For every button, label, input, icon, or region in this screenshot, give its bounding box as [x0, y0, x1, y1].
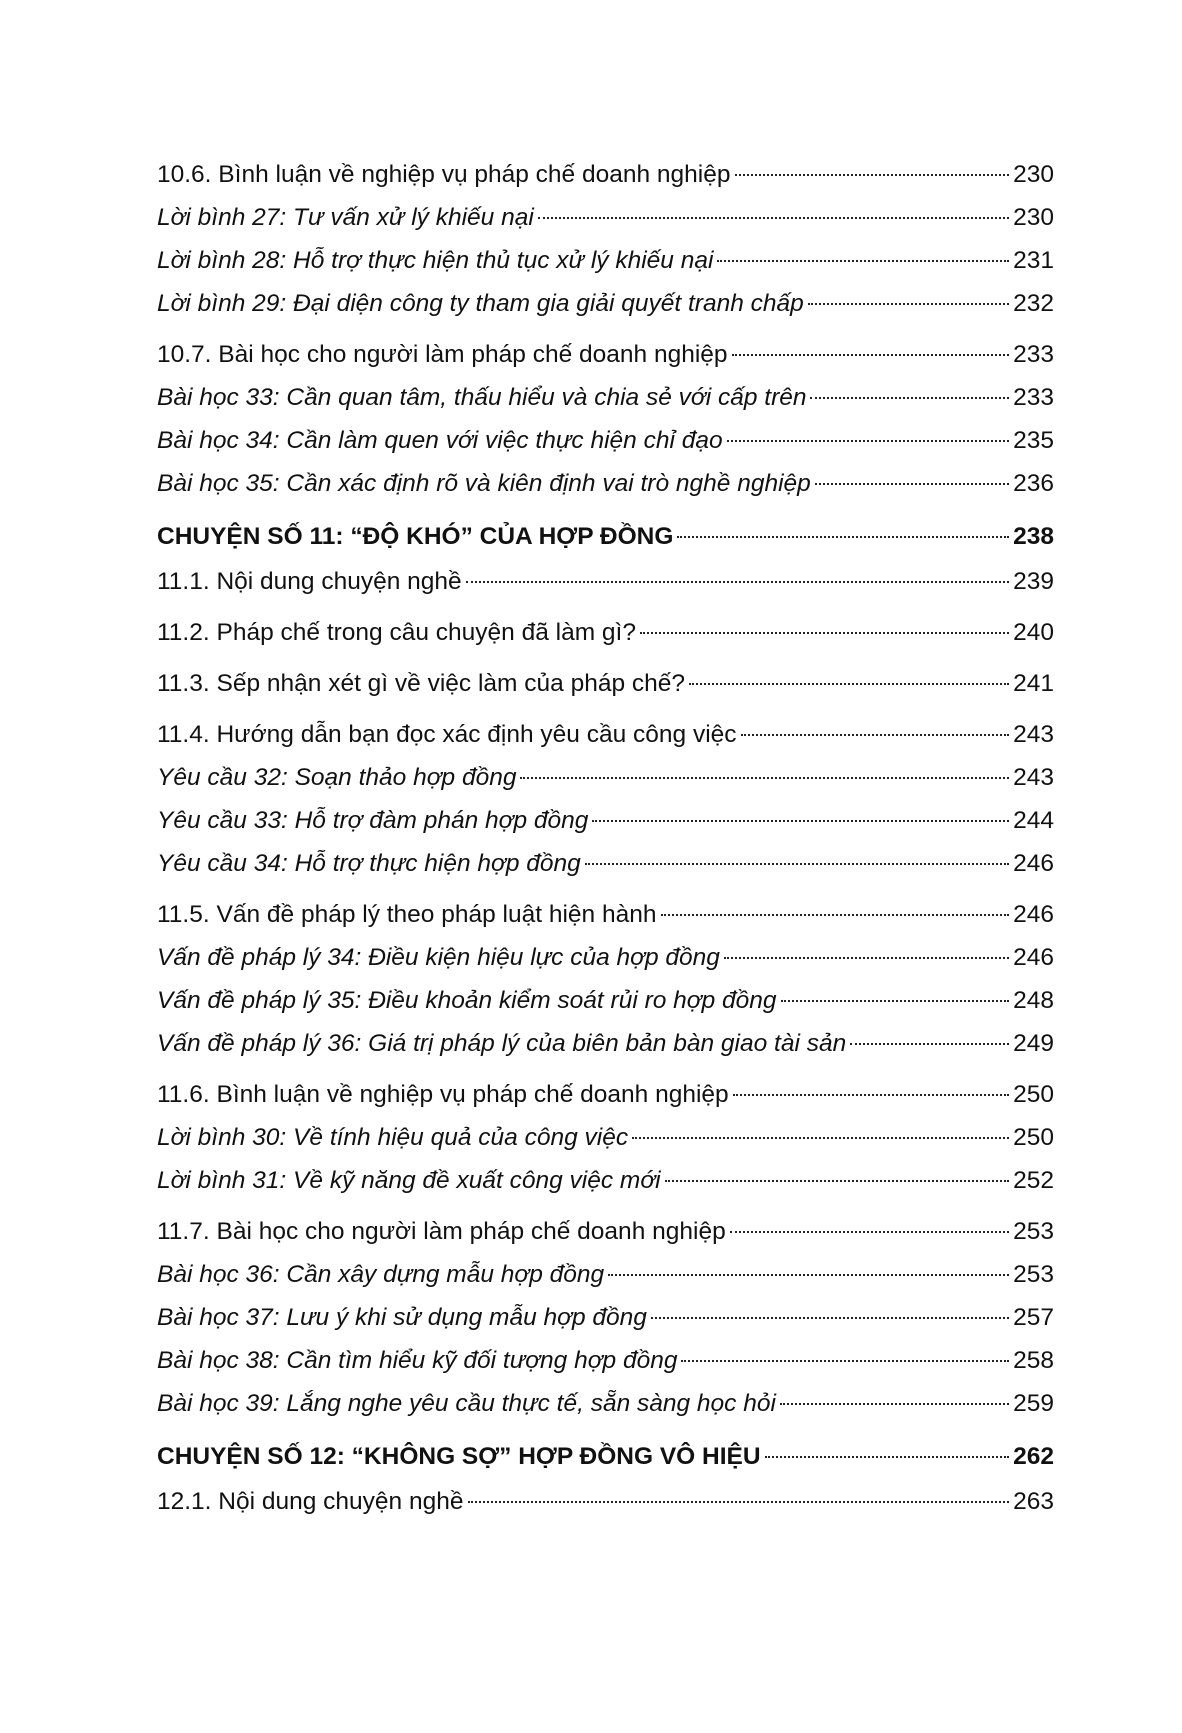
dot-leader [592, 820, 1009, 822]
dot-leader [665, 1180, 1010, 1182]
dot-leader [724, 957, 1009, 959]
dot-leader [466, 581, 1009, 583]
dot-leader [608, 1274, 1009, 1276]
toc-entry-sub [157, 244, 1054, 287]
toc-entry-section [157, 616, 1054, 659]
toc-entry-label: 12.1. Nội dung chuyện nghề [157, 1488, 464, 1515]
toc-entry-section [157, 1215, 1054, 1258]
toc-entry-label: Bài học 36: Cần xây dựng mẫu hợp đồng [157, 1261, 605, 1288]
toc-entry-label: Yêu cầu 34: Hỗ trợ thực hiện hợp đồng [157, 850, 581, 877]
toc-page-number: 235 [1013, 427, 1054, 454]
dot-leader [815, 483, 1009, 485]
toc-entry-label: 11.4. Hướng dẫn bạn đọc xác định yêu cầu công việc [157, 721, 737, 748]
toc-page-number: 253 [1013, 1261, 1054, 1288]
dot-leader [781, 1000, 1010, 1002]
toc-entry-label: 11.2. Pháp chế trong câu chuyện đã làm gì? [157, 619, 636, 646]
toc-entry-label: CHUYỆN SỐ 11: “ĐỘ KHÓ” CỦA HỢP ĐỒNG [157, 523, 674, 550]
toc-page-number: 232 [1013, 290, 1054, 317]
toc-entry-label: Lời bình 27: Tư vấn xử lý khiếu nại [157, 204, 534, 231]
toc-entry-sub [157, 1301, 1054, 1344]
toc-entry-label: 10.7. Bài học cho người làm pháp chế doanh nghiệp [157, 341, 728, 368]
toc-page-number: 231 [1013, 247, 1054, 274]
toc-entry-section [157, 338, 1054, 381]
toc-entry-section [157, 1485, 1054, 1528]
toc-entry-label: Bài học 37: Lưu ý khi sử dụng mẫu hợp đồng [157, 1304, 647, 1331]
toc-entry-label: 11.7. Bài học cho người làm pháp chế doanh nghiệp [157, 1218, 726, 1245]
dot-leader [808, 303, 1009, 305]
dot-leader [780, 1403, 1009, 1405]
dot-leader [538, 217, 1009, 219]
toc-entry-label: Lời bình 30: Về tính hiệu quả của công việc [157, 1124, 629, 1151]
toc-entry-section [157, 898, 1054, 941]
toc-entry-chapter [157, 1440, 1054, 1483]
toc-entry-section [157, 667, 1054, 710]
toc-page-number: 257 [1013, 1304, 1054, 1331]
dot-leader [741, 734, 1010, 736]
toc-entry-section [157, 565, 1054, 608]
dot-leader [677, 536, 1009, 538]
toc-entry-label: Vấn đề pháp lý 35: Điều khoản kiểm soát rủi ro hợp đồng [157, 987, 777, 1014]
toc-entry-sub [157, 381, 1054, 424]
toc-entry-label: Yêu cầu 32: Soạn thảo hợp đồng [157, 764, 517, 791]
toc-page-number: 243 [1013, 721, 1054, 748]
toc-page-number: 240 [1013, 619, 1054, 646]
dot-leader [732, 354, 1010, 356]
toc-entry-label: Lời bình 31: Về kỹ năng đề xuất công việc mới [157, 1167, 661, 1194]
toc-page-number: 246 [1013, 944, 1054, 971]
toc-page-number: 263 [1013, 1488, 1054, 1515]
toc-entry-label: Bài học 38: Cần tìm hiểu kỹ đối tượng hợp đồng [157, 1347, 678, 1374]
toc-entry-sub [157, 1387, 1054, 1430]
toc-page-number: 252 [1013, 1167, 1054, 1194]
toc-page-number: 230 [1013, 161, 1054, 188]
dot-leader [735, 174, 1010, 176]
dot-leader [689, 683, 1009, 685]
toc-entry-chapter [157, 520, 1054, 563]
toc-entry-sub [157, 941, 1054, 984]
toc-page-number: 262 [1013, 1443, 1054, 1470]
toc-entry-sub [157, 1344, 1054, 1387]
toc-entry-sub [157, 1164, 1054, 1207]
toc-entry-label: Lời bình 28: Hỗ trợ thực hiện thủ tục xử lý khiếu nại [157, 247, 714, 274]
toc-page-number: 259 [1013, 1390, 1054, 1417]
toc-entry-label: Bài học 35: Cần xác định rõ và kiên định vai trò nghề nghiệp [157, 470, 811, 497]
toc-page-number: 238 [1013, 523, 1054, 550]
dot-leader [730, 1231, 1009, 1233]
dot-leader [850, 1043, 1009, 1045]
toc-page-number: 239 [1013, 568, 1054, 595]
toc-entry-section [157, 718, 1054, 761]
toc-page-number: 248 [1013, 987, 1054, 1014]
toc-page-number: 250 [1013, 1081, 1054, 1108]
dot-leader [468, 1501, 1010, 1503]
toc-page-number: 241 [1013, 670, 1054, 697]
toc-entry-sub [157, 467, 1054, 510]
toc-entry-label: Bài học 39: Lắng nghe yêu cầu thực tế, sẵn sàng học hỏi [157, 1390, 776, 1417]
toc-entry-sub [157, 804, 1054, 847]
toc-entry-sub [157, 287, 1054, 330]
toc-entry-sub [157, 761, 1054, 804]
dot-leader [681, 1360, 1009, 1362]
toc-entry-sub [157, 1027, 1054, 1070]
toc-entry-section [157, 1078, 1054, 1121]
toc-page-number: 250 [1013, 1124, 1054, 1151]
dot-leader [717, 260, 1009, 262]
toc-entry-label: 11.1. Nội dung chuyện nghề [157, 568, 462, 595]
dot-leader [765, 1456, 1010, 1458]
toc-page-number: 246 [1013, 901, 1054, 928]
table-of-contents [157, 158, 1054, 1528]
toc-entry-sub [157, 1121, 1054, 1164]
dot-leader [727, 440, 1010, 442]
dot-leader [651, 1317, 1009, 1319]
toc-entry-label: Yêu cầu 33: Hỗ trợ đàm phán hợp đồng [157, 807, 589, 834]
toc-entry-sub [157, 847, 1054, 890]
toc-page-number: 230 [1013, 204, 1054, 231]
dot-leader [632, 1137, 1009, 1139]
toc-entry-section [157, 158, 1054, 201]
toc-entry-sub [157, 201, 1054, 244]
toc-page-number: 253 [1013, 1218, 1054, 1245]
toc-entry-label: Vấn đề pháp lý 34: Điều kiện hiệu lực của hợp đồng [157, 944, 720, 971]
toc-page-number: 233 [1013, 384, 1054, 411]
toc-entry-sub [157, 424, 1054, 467]
toc-page-number: 246 [1013, 850, 1054, 877]
toc-page-number: 249 [1013, 1030, 1054, 1057]
dot-leader [733, 1094, 1009, 1096]
toc-entry-label: Bài học 33: Cần quan tâm, thấu hiểu và chia sẻ với cấp trên [157, 384, 807, 411]
toc-page-number: 236 [1013, 470, 1054, 497]
dot-leader [661, 914, 1010, 916]
toc-entry-label: Vấn đề pháp lý 36: Giá trị pháp lý của biên bản bàn giao tài sản [157, 1030, 847, 1057]
toc-page-number: 244 [1013, 807, 1054, 834]
toc-entry-label: 10.6. Bình luận về nghiệp vụ pháp chế doanh nghiệp [157, 161, 731, 188]
toc-page-number: 258 [1013, 1347, 1054, 1374]
toc-page-number: 233 [1013, 341, 1054, 368]
dot-leader [640, 632, 1009, 634]
toc-page-number: 243 [1013, 764, 1054, 791]
dot-leader [810, 397, 1009, 399]
toc-entry-sub [157, 1258, 1054, 1301]
toc-entry-label: 11.6. Bình luận về nghiệp vụ pháp chế doanh nghiệp [157, 1081, 729, 1108]
toc-entry-sub [157, 984, 1054, 1027]
toc-entry-label: 11.3. Sếp nhận xét gì về việc làm của pháp chế? [157, 670, 686, 697]
toc-entry-label: Bài học 34: Cần làm quen với việc thực hiện chỉ đạo [157, 427, 723, 454]
dot-leader [585, 863, 1009, 865]
toc-entry-label: Lời bình 29: Đại diện công ty tham gia giải quyết tranh chấp [157, 290, 804, 317]
toc-entry-label: CHUYỆN SỐ 12: “KHÔNG SỢ” HỢP ĐỒNG VÔ HIỆU [157, 1443, 761, 1470]
dot-leader [520, 777, 1009, 779]
toc-entry-label: 11.5. Vấn đề pháp lý theo pháp luật hiện hành [157, 901, 657, 928]
